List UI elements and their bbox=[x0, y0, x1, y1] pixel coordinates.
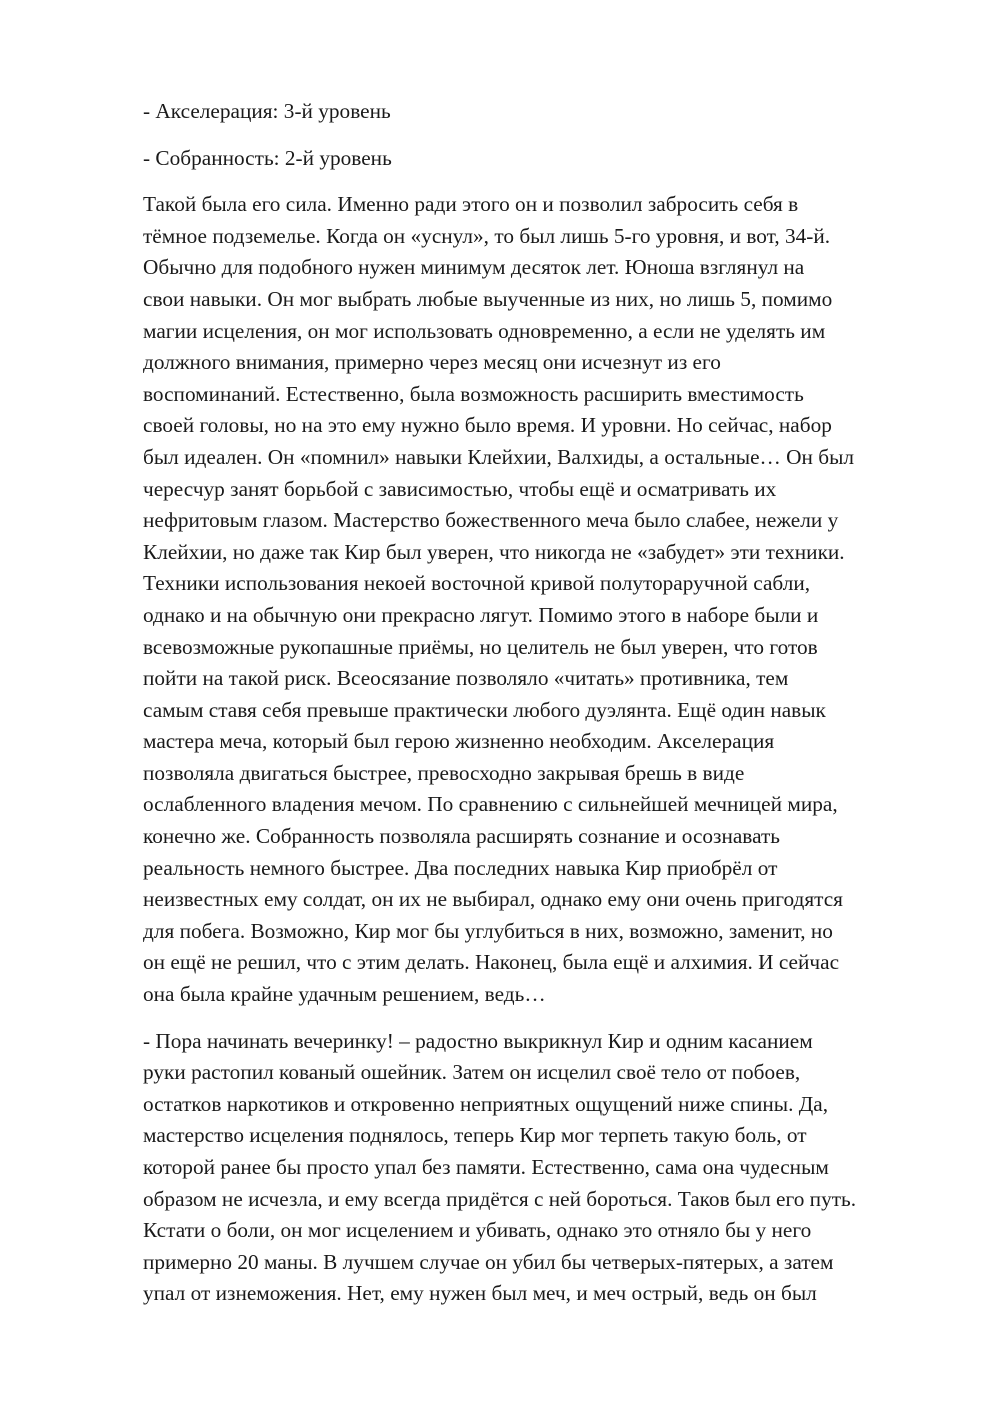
text-line: неизвестных ему солдат, он их не выбирал, однако ему они очень пригодятся bbox=[143, 887, 843, 912]
text-line: остатков наркотиков и откровенно неприятных ощущений ниже спины. Да, bbox=[143, 1091, 829, 1116]
text-line: Кстати о боли, он мог исцелением и убивать, однако это отняло бы у него bbox=[143, 1218, 812, 1243]
text-line: должного внимания, примерно через месяц они исчезнут из его bbox=[143, 350, 721, 375]
paragraph bbox=[143, 189, 923, 1010]
text-line: всевозможные рукопашные приёмы, но целитель не был уверен, что готов bbox=[143, 634, 818, 659]
text-line: магии исцеления, он мог использовать одновременно, а если не уделять им bbox=[143, 318, 826, 343]
document-body bbox=[143, 96, 923, 1325]
text-line: руки растопил кованый ошейник. Затем он исцелил своё тело от побоев, bbox=[143, 1060, 801, 1085]
text-line: был идеален. Он «помнил» навыки Клейхии, Валхиды, а остальные… Он был bbox=[143, 444, 855, 469]
text-line: нефритовым глазом. Мастерство божественного меча было слабее, нежели у bbox=[143, 508, 839, 533]
text-line: свои навыки. Он мог выбрать любые выученные из них, но лишь 5, помимо bbox=[143, 286, 833, 311]
text-line: - Собранность: 2-й уровень bbox=[143, 145, 392, 170]
text-line: он ещё не решил, что с этим делать. Наконец, была ещё и алхимия. И сейчас bbox=[143, 950, 840, 975]
text-line: образом не исчезла, и ему всегда придётся с ней бороться. Таков был его путь. bbox=[143, 1186, 857, 1211]
text-line: мастерство исцеления поднялось, теперь Кир мог терпеть такую боль, от bbox=[143, 1123, 807, 1148]
text-line: Обычно для подобного нужен минимум десяток лет. Юноша взглянул на bbox=[143, 255, 805, 280]
text-line: для побега. Возможно, Кир мог бы углубиться в них, возможно, заменит, но bbox=[143, 918, 833, 943]
text-line: - Акселерация: 3-й уровень bbox=[143, 99, 391, 123]
text-line: Клейхии, но даже так Кир был уверен, что никогда не «забудет» эти техники. bbox=[143, 539, 845, 564]
text-line: конечно же. Собранность позволяла расширять сознание и осознавать bbox=[143, 824, 781, 849]
text-line: своей головы, но на это ему нужно было время. И уровни. Но сейчас, набор bbox=[143, 413, 832, 438]
text-line: пойти на такой риск. Всеосязание позволяло «читать» противника, тем bbox=[143, 666, 789, 691]
text-line: реальность немного быстрее. Два последних навыка Кир приобрёл от bbox=[143, 855, 778, 880]
text-line: которой ранее бы просто упал без памяти. Естественно, сама она чудесным bbox=[143, 1155, 829, 1179]
text-line: примерно 20 маны. В лучшем случае он убил бы четверых-пятерых, а затем bbox=[143, 1249, 834, 1274]
text-line: она была крайне удачным решением, ведь… bbox=[143, 982, 546, 1007]
text-line: тёмное подземелье. Когда он «уснул», то был лишь 5-го уровня, и вот, 34-й. bbox=[143, 223, 831, 248]
text-line: чересчур занят борьбой с зависимостью, чтобы ещё и осматривать их bbox=[143, 476, 777, 501]
text-line: - Пора начинать вечеринку! – радостно выкрикнул Кир и одним касанием bbox=[143, 1028, 813, 1053]
paragraph bbox=[143, 96, 923, 128]
text-line: Техники использования некоей восточной кривой полуторaручной сабли, bbox=[143, 571, 811, 596]
text-line: самым ставя себя превыше практически любого дуэлянта. Ещё один навык bbox=[143, 697, 826, 722]
paragraph bbox=[143, 1026, 923, 1310]
paragraph bbox=[143, 143, 923, 175]
text-line: воспоминаний. Естественно, была возможность расширить вместимость bbox=[143, 381, 804, 406]
text-line: позволяла двигаться быстрее, превосходно закрывая брешь в виде bbox=[143, 760, 745, 785]
text-line: однако и на обычную они прекрасно лягут. Помимо этого в наборе были и bbox=[143, 602, 819, 627]
text-line: ослабленного владения мечом. По сравнению с сильнейшей мечницей мира, bbox=[143, 792, 838, 817]
text-line: мастера меча, который был герою жизненно необходим. Акселерация bbox=[143, 729, 775, 754]
text-line: Такой была его сила. Именно ради этого он и позволил забросить себя в bbox=[143, 192, 799, 217]
text-line: упал от изнеможения. Нет, ему нужен был меч, и меч острый, ведь он был bbox=[143, 1281, 817, 1306]
